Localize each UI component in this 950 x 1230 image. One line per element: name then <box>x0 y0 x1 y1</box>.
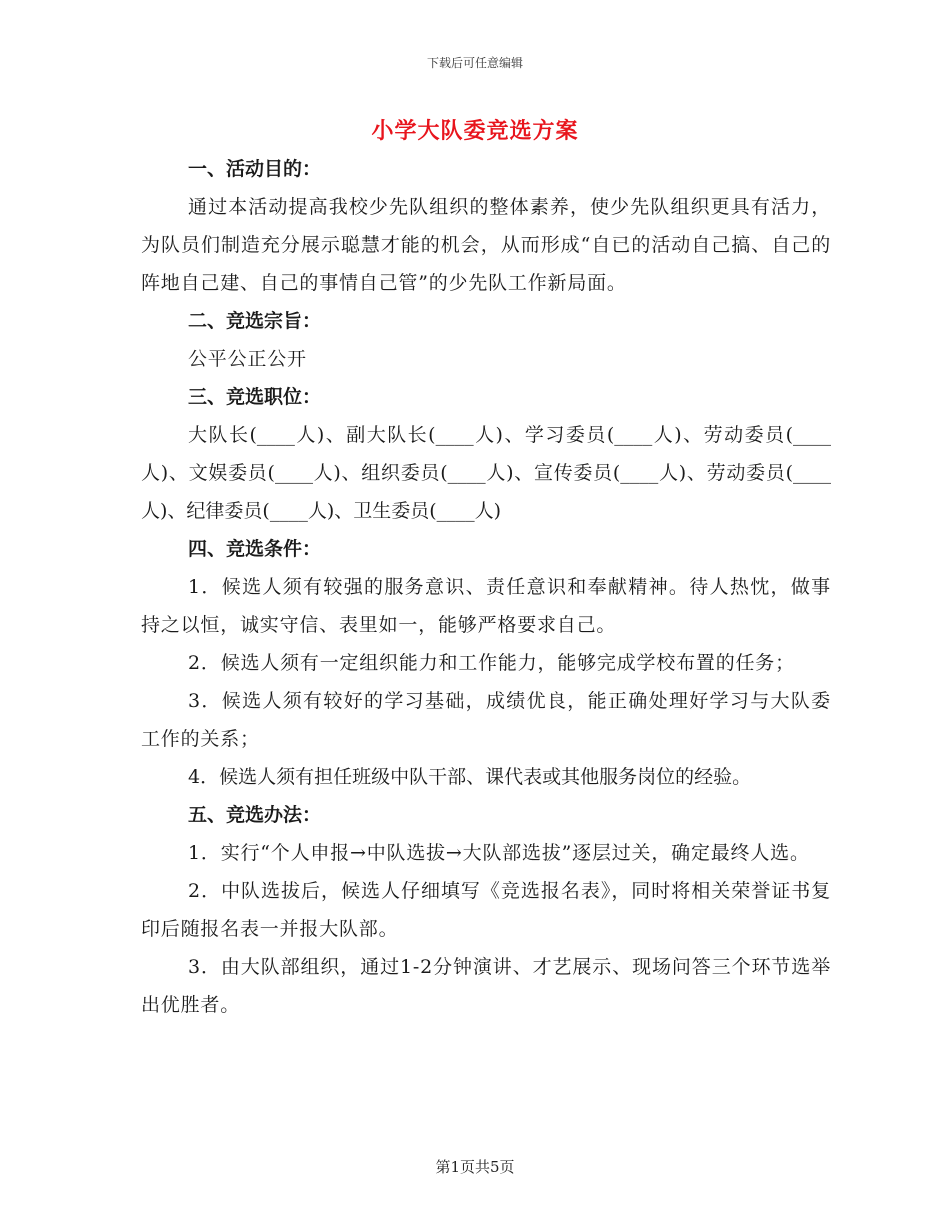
condition-item-4: 4．候选人须有担任班级中队干部、课代表或其他服务岗位的经验。 <box>188 766 752 788</box>
section-heading-purpose: 一、活动目的： <box>188 158 322 180</box>
page-footer: 第1页共5页 <box>435 1158 515 1176</box>
method-item-1: 1．实行“个人申报→中队选拔→大队部选拔”逐层过关，确定最终人选。 <box>188 842 810 864</box>
condition-item-2: 2．候选人须有一定组织能力和工作能力，能够完成学校布置的任务； <box>188 652 795 674</box>
document-body <box>141 150 831 1024</box>
section-heading-positions: 三、竞选职位： <box>188 386 322 408</box>
document-title: 小学大队委竞选方案 <box>371 118 579 144</box>
section-heading-principle: 二、竞选宗旨： <box>188 310 322 332</box>
section-heading-methods: 五、竞选办法： <box>188 804 322 826</box>
condition-item-3: 3．候选人须有较好的学习基础，成绩优良，能正确处理好学习与大队委工作的关系； <box>141 690 831 750</box>
method-item-2: 2．中队选拔后，候选人仔细填写《竞选报名表》，同时将相关荣誉证书复印后随报名表一并报大队部。 <box>141 880 831 940</box>
section-heading-conditions: 四、竞选条件： <box>188 538 322 560</box>
condition-item-1: 1．候选人须有较强的服务意识、责任意识和奉献精神。待人热忱，做事持之以恒，诚实守信、表里如一，能够严格要求自己。 <box>141 576 831 636</box>
paragraph-positions: 大队长(____人)、副大队长(____人)、学习委员(____人)、劳动委员(____人)、文娱委员(____人)、组织委员(____人)、宣传委员(____人)、劳动委员(____人)、纪律委员(____人)、卫生委员(____人) <box>141 424 831 522</box>
paragraph-principle: 公平公正公开 <box>188 348 307 370</box>
method-item-3: 3．由大队部组织，通过1-2分钟演讲、才艺展示、现场问答三个环节选举出优胜者。 <box>141 956 831 1016</box>
header-note: 下载后可任意编辑 <box>426 56 523 70</box>
paragraph-purpose: 通过本活动提高我校少先队组织的整体素养，使少先队组织更具有活力，为队员们制造充分展示聪慧才能的机会，从而形成“自已的活动自己搞、自己的阵地自己建、自己的事情自己管”的少先队工作新局面。 <box>141 196 831 294</box>
